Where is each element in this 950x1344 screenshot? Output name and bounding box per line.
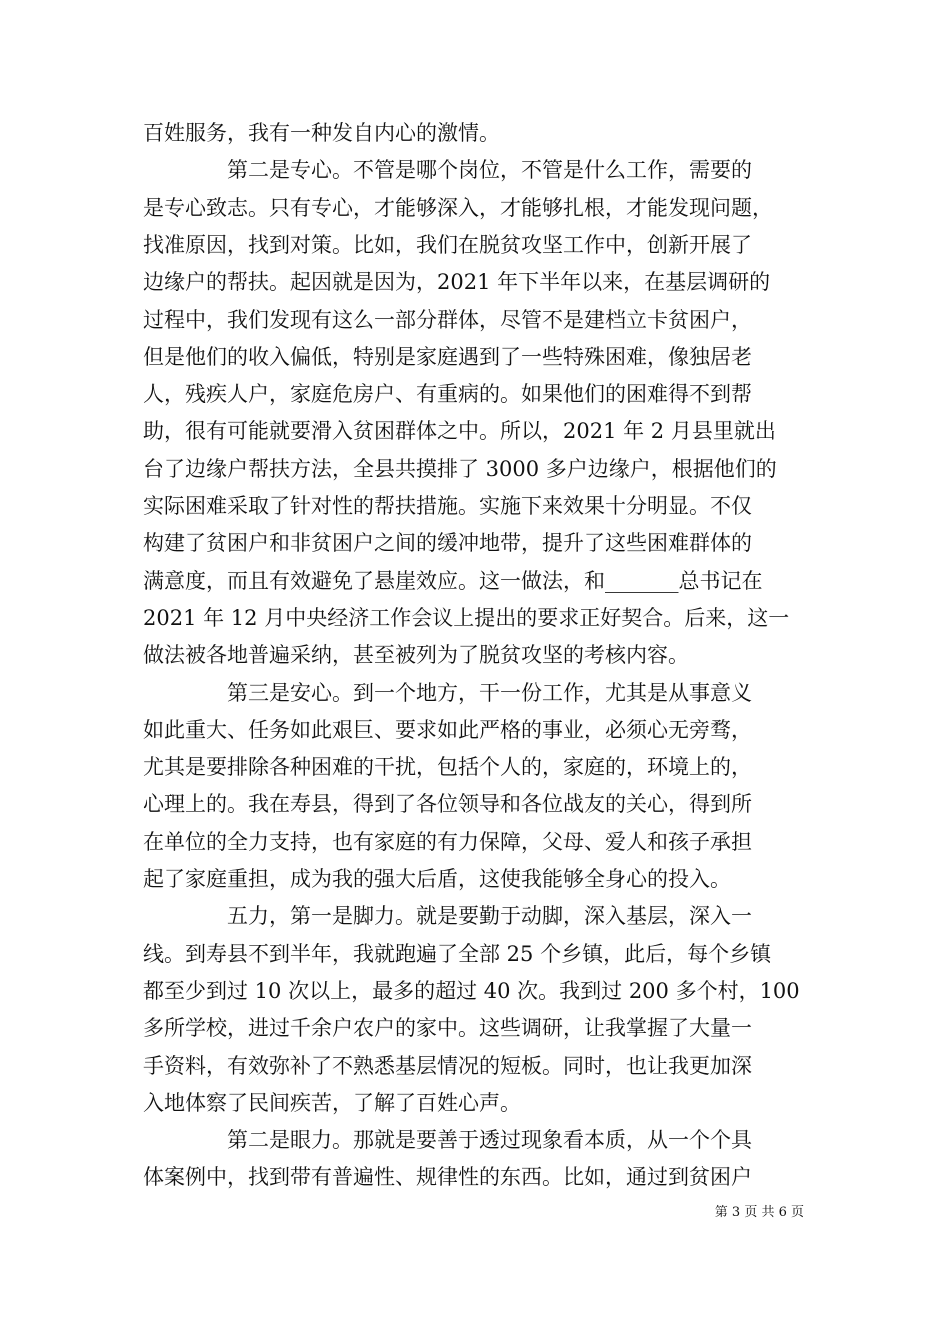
- text-line: 第三是安心。到一个地方，干一份工作，尤其是从事意义: [143, 681, 752, 705]
- text-line: 是专心致志。只有专心，才能够深入，才能够扎根，才能发现问题，: [143, 196, 773, 220]
- text-line: 助，很有可能就要滑入贫困群体之中。所以，2021 年 2 月县里就出: [143, 419, 776, 443]
- text-line: 尤其是要排除各种困难的干扰，包括个人的，家庭的，环境上的，: [143, 755, 752, 779]
- text-line: 过程中，我们发现有这么一部分群体，尽管不是建档立卡贫困户，: [143, 308, 752, 332]
- text-line: 2021 年 12 月中央经济工作会议上提出的要求正好契合。后来，这一: [143, 606, 790, 630]
- page-number: 第 3 页 共 6 页: [714, 1205, 804, 1220]
- text-line: 起了家庭重担，成为我的强大后盾，这使我能够全身心的投入。: [143, 867, 731, 891]
- text-line: 实际困难采取了针对性的帮扶措施。实施下来效果十分明显。不仅: [143, 494, 752, 518]
- text-line: 体案例中，找到带有普遍性、规律性的东西。比如，通过到贫困户: [143, 1165, 752, 1189]
- text-line: 台了边缘户帮扶方法，全县共摸排了 3000 多户边缘户，根据他们的: [143, 457, 777, 481]
- text-line: 在单位的全力支持，也有家庭的有力保障，父母、爱人和孩子承担: [143, 830, 752, 854]
- text-line: 第二是眼力。那就是要善于透过现象看本质，从一个个具: [143, 1128, 752, 1152]
- text-line: 人，残疾人户，家庭危房户、有重病的。如果他们的困难得不到帮: [143, 382, 752, 406]
- text-line: 构建了贫困户和非贫困户之间的缓冲地带，提升了这些困难群体的: [143, 531, 752, 555]
- text-line: 手资料，有效弥补了不熟悉基层情况的短板。同时，也让我更加深: [143, 1054, 752, 1078]
- text-line: 入地体察了民间疾苦，了解了百姓心声。: [143, 1091, 521, 1115]
- text-line: 找准原因，找到对策。比如，我们在脱贫攻坚工作中，创新开展了: [143, 233, 752, 257]
- text-line: 如此重大、任务如此艰巨、要求如此严格的事业，必须心无旁骛，: [143, 718, 752, 742]
- text-line: 但是他们的收入偏低，特别是家庭遇到了一些特殊困难，像独居老: [143, 345, 752, 369]
- text-line: 多所学校，进过千余户农户的家中。这些调研，让我掌握了大量一: [143, 1016, 752, 1040]
- text-line: 百姓服务，我有一种发自内心的激情。: [143, 121, 500, 145]
- text-line: 做法被各地普遍采纳，甚至被列为了脱贫攻坚的考核内容。: [143, 643, 689, 667]
- text-line: 心理上的。我在寿县，得到了各位领导和各位战友的关心，得到所: [143, 792, 752, 816]
- text-line: 第二是专心。不管是哪个岗位，不管是什么工作，需要的: [143, 158, 752, 182]
- text-line: 都至少到过 10 次以上，最多的超过 40 次。我到过 200 多个村，100: [143, 979, 800, 1003]
- text-line: 边缘户的帮扶。起因就是因为，2021 年下半年以来，在基层调研的: [143, 270, 771, 294]
- text-line: 满意度，而且有效避免了悬崖效应。这一做法，和_______总书记在: [143, 569, 763, 593]
- text-line: 线。到寿县不到半年，我就跑遍了全部 25 个乡镇，此后，每个乡镇: [143, 942, 772, 966]
- text-line: 五力，第一是脚力。就是要勤于动脚，深入基层，深入一: [143, 904, 752, 928]
